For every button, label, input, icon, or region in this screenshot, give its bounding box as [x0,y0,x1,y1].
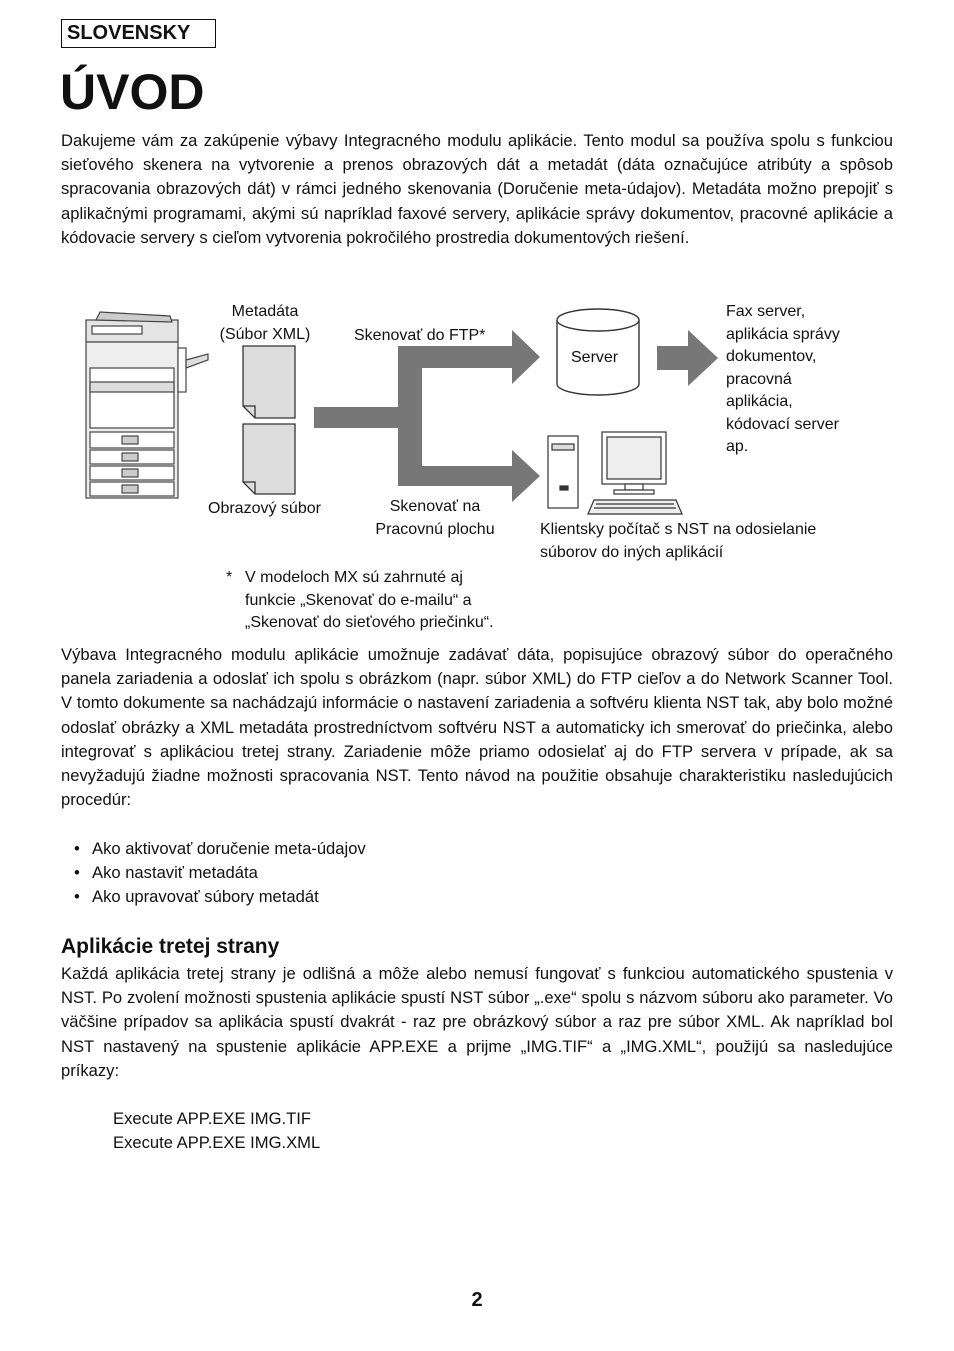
procedure-list [74,837,366,910]
page-number: 2 [471,1289,483,1311]
command-examples [113,1107,320,1155]
scan-ftp-label: Skenovať do FTP* [354,327,486,344]
scan-desktop-label: Skenovať na Pracovnú plochu [375,498,495,538]
image-file-icon [243,424,295,494]
list-item: • Ako nastaviť metadáta [74,861,366,885]
xml-file-icon [243,346,295,418]
command-line: Execute APP.EXE IMG.TIF [113,1109,311,1128]
list-item: • Ako upravovať súbory metadát [74,885,366,909]
server-label: Server [571,349,619,366]
footnote-marker: * [226,569,233,586]
client-pc-label: Klientsky počítač s NST na odosielanie súborov do iných aplikácií [540,521,817,561]
fax-server-label: Fax server, aplikácia správy dokumentov, pracovná aplikácia, kódovací server ap. [726,303,840,455]
intro-paragraph: Dakujeme vám za zakúpenie výbavy Integracného modulu aplikácie. Tento modul sa používa spolu s funkciou sieťového skenera na vytvorenie a prenos obrazových dát a metadát (dáta označujúce atribúty a spôsob spracovania obrazových dát) v rámci jedného skenovania (Doručenie meta-údajov). Metadáta možno prepojiť s aplikačnými programami, akými sú napríklad faxové servery, aplikácie správy dokumentov, pracovné aplikácie a kódovacie servery s cieľom vytvorenia pokročilého prostredia dokumentových riešení. [61,131,893,247]
body-paragraph: Výbava Integracného modulu aplikácie umožnuje zadávať dáta, popisujúce obrazový súbor do operačného panela zariadenia a odoslať ich spolu s obrázkom (napr. súbor XML) do FTP cieľov a do Network Scanner Tool. V tomto dokumente sa nachádzajú informácie o nastavení zariadenia a softvéru klienta NST tak, aby bolo možné odoslať obrázky a XML metadáta prostredníctvom softvéru NST a automaticky ich smerovať do priečinka, alebo integrovať s aplikáciou tretej strany. Zariadenie môže priamo odosielať aj do FTP servera v prípade, ak sa nevyžadujú žiadne možnosti spracovania NST. Tento návod na použitie obsahuje charakteristiku nasledujúcich procedúr: [61,645,893,810]
image-file-label: Obrazový súbor [208,500,321,517]
footnote-text: V modeloch MX sú zahrnuté aj funkcie „Skenovať do e-mailu“ a „Skenovať do sieťového priečinku“. [245,569,494,631]
metadata-label: Metadáta (Súbor XML) [219,303,311,343]
fax-arrow [657,330,718,386]
page-title: ÚVOD [60,64,205,120]
client-pc-icon [548,432,682,514]
printer-icon [86,312,208,498]
command-line: Execute APP.EXE IMG.XML [113,1133,321,1153]
section-heading: Aplikácie tretej strany [61,935,280,958]
language-badge: SLOVENSKY [61,19,216,48]
section-paragraph: Každá aplikácia tretej strany je odlišná a môže alebo nemusí fungovať s funkciou automatického spustenia v NST. Po zvolení možnosti spustenia aplikácie spustí NST súbor „.exe“ spolu s názvom súboru ako parameter. Vo väčšine prípadov sa aplikácia spustí dvakrát - raz pre obrázkový súbor a raz pre súbor XML. Ak napríklad bol NST nastavený na spustenie aplikácie APP.EXE a prijme „IMG.TIF“ a „IMG.XML“, použijú sa nasledujúce príkazy: [61,964,893,1080]
routing-arrows [314,330,540,502]
list-item: • Ako aktivovať doručenie meta-údajov [74,837,366,861]
